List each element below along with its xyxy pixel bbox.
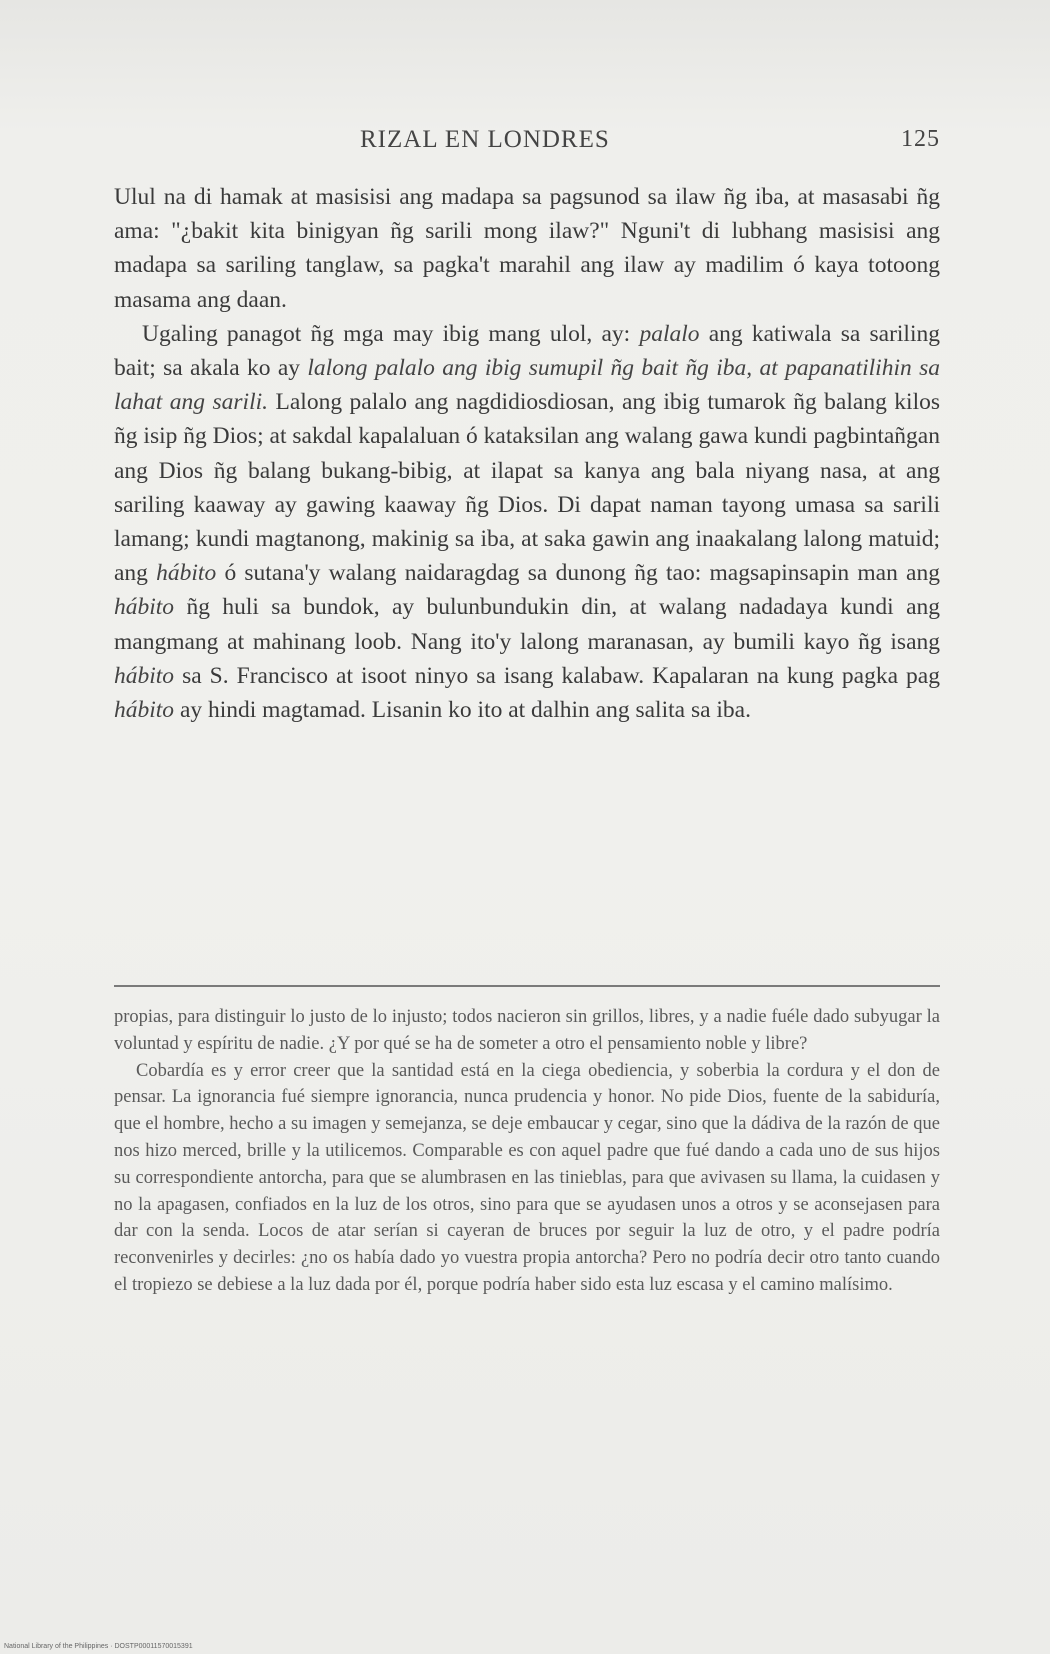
running-title: RIZAL EN LONDRES bbox=[360, 126, 610, 153]
footnote bbox=[114, 1004, 940, 1299]
italic-run: hábito bbox=[156, 560, 217, 587]
main-paragraph-2 bbox=[114, 317, 940, 727]
footnote-divider bbox=[114, 985, 940, 987]
italic-run: hábito bbox=[114, 662, 175, 689]
text-run: Ugaling panagot ñg mga may ibig mang ulol, ay: bbox=[142, 320, 640, 347]
italic-run: hábito bbox=[114, 697, 175, 724]
main-paragraph-1: Ulul na di hamak at masisisi ang madapa sa pagsunod sa ilaw ñg iba, at masasabi ñg ama: "¿bakit kita binigyan ñg sarili mong ilaw?" Nguni't di lubhang masisisi ang madapa sa sariling tanglaw, sa pagka't marahil ang ilaw ay madilim ó kaya totoong masama ang daan. bbox=[114, 184, 940, 313]
running-head bbox=[350, 122, 940, 158]
footnote-paragraph-1: propias, para distinguir lo justo de lo injusto; todos nacieron sin grillos, libres, y a nadie fuéle dado subyugar la voluntad y espíritu de nadie. ¿Y por qué se ha de someter a otro el pensamiento noble y libre? bbox=[114, 1007, 940, 1054]
text-run: ó sutana'y walang naidaragdag sa dunong ñg tao: magsapinsapin man ang bbox=[216, 560, 940, 587]
italic-run: lalong palalo ang ibig sumupil ñg bait ñg iba, at papanatilihin sa lahat ang sarili. bbox=[114, 355, 940, 416]
text-run: ang katiwala sa sariling bait; sa akala ko ay bbox=[114, 320, 940, 382]
footnote-paragraph-2: Cobardía es y error creer que la santidad está en la ciega obediencia, y soberbia la cordura y el don de pensar. La ignorancia fué siempre ignorancia, nunca prudencia y honor. No pide Dios, fuente de la sabiduría, que el hombre, hecho a su imagen y semejanza, se deje embaucar y cegar, sino que la dádiva de la razón de que nos hizo merced, brille y la utilicemos. Comparable es con aquel padre que fué dando a cada uno de sus hijos su correspondiente antorcha, para que se alumbrasen en las tinieblas, para que avivasen su llama, la cuidasen y no la apagasen, confiados en la luz de los otros, sino para que se ayudasen unos a otros y se aconsejasen para dar con la senda. Locos de atar serían si cayeran de bruces por seguir la luz de otro, y el padre podría reconvenirles y decirles: ¿no os había dado yo vuestra propia antorcha? Pero no podría decir otro tanto cuando el tropiezo se debiese a la luz dada por él, porque podría haber sido esta luz escasa y el camino malísimo. bbox=[114, 1060, 940, 1295]
text-run: ñg huli sa bundok, ay bulunbundukin din, at walang nadadaya kundi ang mangmang at mahinang loob. Nang ito'y lalong maranasan, ay bumili kayo ñg isang bbox=[114, 594, 940, 655]
scan-imprint: National Library of the Philippines · DOSTP00011570015391 bbox=[4, 1643, 193, 1650]
main-text bbox=[114, 180, 940, 727]
text-run: sa S. Francisco at isoot ninyo sa isang kalabaw. Kapalaran na kung pagka pag bbox=[174, 662, 940, 689]
italic-run: palalo bbox=[639, 320, 700, 347]
italic-run: hábito bbox=[114, 594, 175, 621]
text-run: Lalong palalo ang nagdidiosdiosan, ang ibig tumarok ñg balang kilos ñg isip ñg Dios; at sakdal kapalaluan ó kataksilan ang walang gawa kundi pagbintañgan ang Dios ñg balang bukang-bibig, at ilapat sa kanya ang bala niyang nasa, at ang sariling kaaway ay gawing kaaway ñg Dios. Di dapat naman tayong umasa sa sarili lamang; kundi magtanong, makinig sa iba, at saka gawin ang inaakalang lalong matuid; ang bbox=[114, 389, 940, 587]
page-number: 125 bbox=[901, 126, 940, 152]
text-run: ay hindi magtamad. Lisanin ko ito at dalhin ang salita sa iba. bbox=[174, 697, 751, 724]
